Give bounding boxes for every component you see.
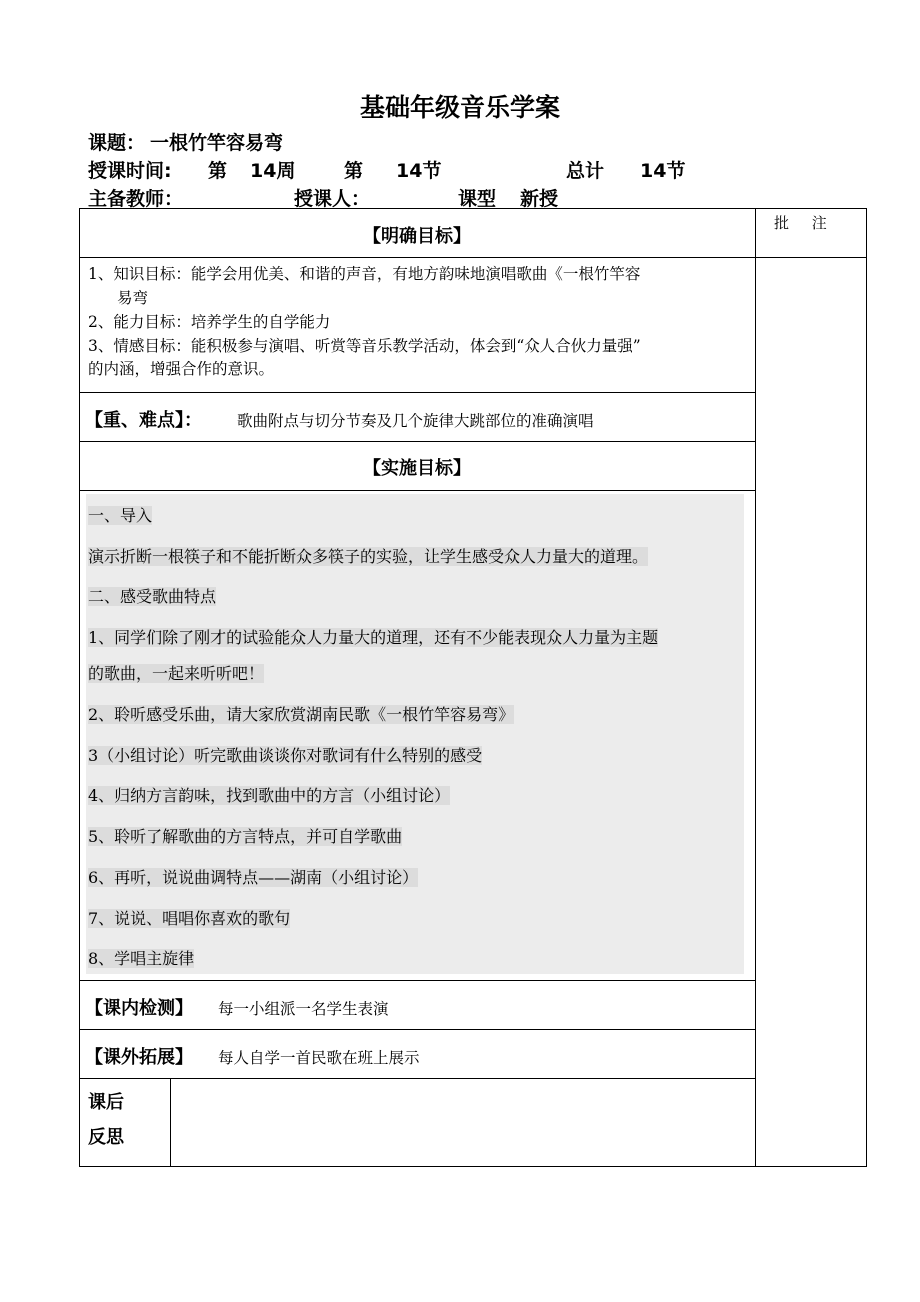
topic-label: 课题：: [88, 132, 146, 154]
step-line: 3（小组讨论）听完歌曲谈谈你对歌词有什么特别的感受: [88, 746, 483, 765]
row-divider: [79, 980, 755, 981]
section-value: 14节: [396, 160, 442, 182]
extension-label: 【课外拓展】: [85, 1047, 193, 1068]
lesson-type-label: 课型: [458, 188, 497, 210]
step-line: 一、导入: [88, 506, 153, 525]
objective-item: 1、知识目标：能学会用优美、和谐的声音，有地方韵味地演唱歌曲《一根竹竿容: [88, 265, 641, 283]
row-divider: [79, 392, 755, 393]
step-line: 4、归纳方言韵味，找到歌曲中的方言（小组讨论）: [88, 786, 451, 805]
step-line: 7、说说、唱唱你喜欢的歌句: [88, 909, 291, 928]
step-line: 2、聆听感受乐曲，请大家欣赏湖南民歌《一根竹竿容易弯》: [88, 705, 515, 724]
reflection-label-line2: 反思: [88, 1127, 124, 1148]
objectives-header: 【明确目标】: [363, 226, 471, 247]
row-divider: [79, 490, 755, 491]
step-line: 演示折断一根筷子和不能折断众多筷子的实验，让学生感受众人力量大的道理。: [88, 547, 649, 566]
row-divider: [79, 441, 755, 442]
row-divider: [79, 1029, 755, 1030]
total-value: 14节: [640, 160, 686, 182]
lesson-type-value: 新授: [520, 188, 559, 210]
step-line: 6、再听，说说曲调特点——湖南（小组讨论）: [88, 868, 419, 887]
step-line: 1、同学们除了刚才的试验能众人力量大的道理，还有不少能表现众人力量为主题: [88, 628, 659, 647]
step-line: 的歌曲，一起来听听吧！: [88, 664, 265, 683]
teacher-label: 主备教师：: [88, 188, 184, 210]
total-label: 总计: [566, 160, 605, 182]
week-prefix: 第: [208, 160, 228, 182]
key-points-label: 【重、难点】：: [85, 410, 202, 431]
key-points-text: 歌曲附点与切分节奏及几个旋律大跳部位的准确演唱: [237, 412, 594, 430]
remarks-header: 批 注: [774, 214, 827, 232]
time-label: 授课时间:: [88, 160, 172, 182]
row-divider: [79, 1078, 755, 1079]
objective-item: 3、情感目标：能积极参与演唱、听赏等音乐教学活动，体会到“众人合伙力量强”: [88, 337, 641, 355]
step-line: 二、感受歌曲特点: [88, 587, 217, 606]
implementation-header: 【实施目标】: [363, 458, 471, 479]
section-prefix: 第: [344, 160, 364, 182]
in-class-check-label: 【课内检测】: [85, 998, 193, 1019]
remarks-divider: [755, 208, 756, 1167]
objective-item: 易弯: [117, 289, 149, 307]
step-line: 5、聆听了解歌曲的方言特点，并可自学歌曲: [88, 827, 403, 846]
in-class-check-text: 每一小组派一名学生表演: [218, 1000, 389, 1018]
reflection-label-line1: 课后: [88, 1092, 124, 1113]
topic-value: 一根竹竿容易弯: [150, 132, 284, 154]
row-divider: [79, 257, 755, 258]
lecturer-label: 授课人：: [294, 188, 371, 210]
objective-item: 的内涵，增强合作的意识。: [88, 360, 275, 378]
reflection-divider: [170, 1078, 171, 1167]
extension-text: 每人自学一首民歌在班上展示: [218, 1049, 420, 1067]
step-line: 8、学唱主旋律: [88, 949, 195, 968]
page-title: 基础年级音乐学案: [359, 93, 560, 122]
remarks-header-line: [755, 257, 866, 258]
objective-item: 2、能力目标：培养学生的自学能力: [88, 313, 331, 331]
week-value: 14周: [250, 160, 296, 182]
